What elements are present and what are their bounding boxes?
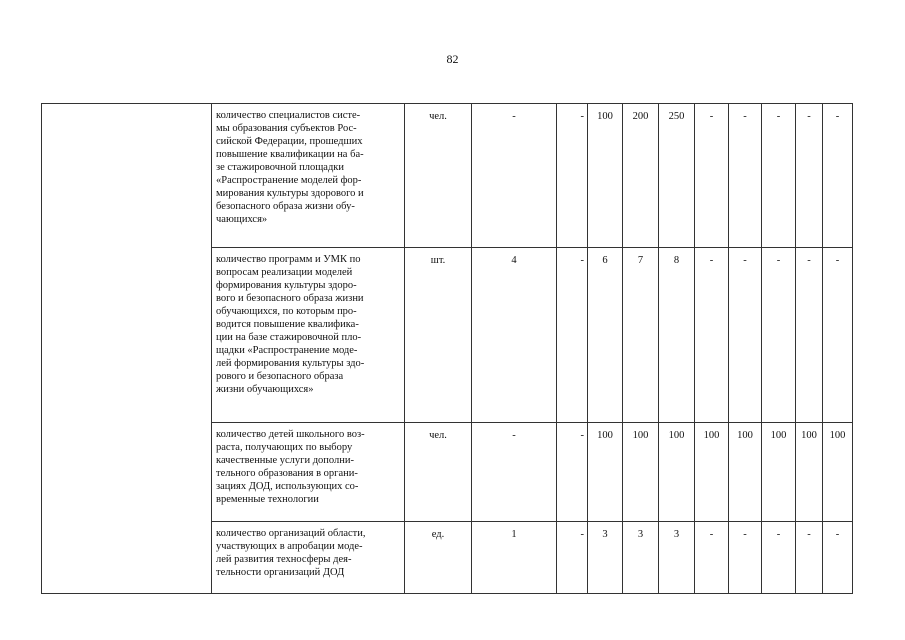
value-cell: 7 — [623, 248, 659, 423]
value-cell: 100 — [796, 423, 823, 522]
value-cell: - — [695, 104, 729, 248]
description-line: качественные услуги дополни- — [216, 455, 355, 466]
description-line: мы образования субъектов Рос- — [216, 123, 357, 134]
value-cell: - — [796, 248, 823, 423]
unit-cell: ед. — [405, 522, 472, 594]
description-line: количество детей школьного воз- — [216, 429, 365, 440]
value-cell: 200 — [623, 104, 659, 248]
description-line: зе стажировочной площадки — [216, 162, 345, 173]
value-cell: - — [762, 104, 796, 248]
value-cell: - — [557, 423, 588, 522]
value-cell: - — [796, 522, 823, 594]
value-cell: 8 — [659, 248, 695, 423]
value-cell: - — [796, 104, 823, 248]
table-row — [42, 104, 853, 248]
description-line: вопросам реализации моделей — [216, 267, 353, 278]
unit-cell: шт. — [405, 248, 472, 423]
value-cell: - — [823, 522, 853, 594]
description-line: щадки «Распространение моде- — [216, 345, 358, 356]
indicator-description — [212, 248, 405, 423]
value-cell: - — [823, 248, 853, 423]
value-cell: - — [695, 522, 729, 594]
description-line: формирования культуры здоро- — [216, 280, 357, 291]
value-cell: - — [823, 104, 853, 248]
value-cell: 100 — [659, 423, 695, 522]
value-cell: 100 — [588, 104, 623, 248]
description-line: временные технологии — [216, 494, 319, 505]
value-cell: 4 — [472, 248, 557, 423]
description-line: водится повышение квалифика- — [216, 319, 359, 330]
value-cell: 100 — [623, 423, 659, 522]
description-line: «Распространение моделей фор- — [216, 175, 362, 186]
description-line: количество программ и УМК по — [216, 254, 361, 265]
description-line: жизни обучающихся» — [216, 384, 314, 395]
page-number: 82 — [446, 52, 459, 66]
indicator-table — [41, 103, 853, 594]
value-cell: 100 — [588, 423, 623, 522]
value-cell: - — [695, 248, 729, 423]
description-line: безопасного образа жизни обу- — [216, 201, 355, 212]
value-cell: - — [557, 104, 588, 248]
unit-cell: чел. — [405, 423, 472, 522]
description-line: сийской Федерации, прошедших — [216, 136, 363, 147]
value-cell: 100 — [729, 423, 762, 522]
merged-section-cell — [42, 104, 212, 594]
value-cell: - — [472, 423, 557, 522]
value-cell: - — [557, 522, 588, 594]
description-line: количество специалистов систе- — [216, 110, 361, 121]
description-line: рового и безопасного образа — [216, 371, 344, 382]
value-cell: - — [557, 248, 588, 423]
indicator-description — [212, 423, 405, 522]
description-line: вого и безопасного образа жизни — [216, 293, 364, 304]
indicator-description — [212, 522, 405, 594]
description-line: участвующих в апробации моде- — [216, 541, 363, 552]
description-line: чающихся» — [216, 214, 268, 225]
value-cell: - — [472, 104, 557, 248]
value-cell: - — [762, 248, 796, 423]
value-cell: - — [729, 522, 762, 594]
value-cell: 100 — [695, 423, 729, 522]
value-cell: 3 — [623, 522, 659, 594]
description-line: тельности организаций ДОД — [216, 567, 345, 578]
description-line: повышение квалификации на ба- — [216, 149, 364, 160]
value-cell: - — [729, 104, 762, 248]
value-cell: - — [729, 248, 762, 423]
description-line: обучающихся, по которым про- — [216, 306, 357, 317]
description-line: зациях ДОД, использующих со- — [216, 481, 359, 492]
description-line: раста, получающих по выбору — [216, 442, 353, 453]
value-cell: 250 — [659, 104, 695, 248]
description-line: ции на базе стажировочной пло- — [216, 332, 362, 343]
description-line: лей формирования культуры здо- — [216, 358, 365, 369]
description-line: количество организаций области, — [216, 528, 366, 539]
value-cell: 100 — [823, 423, 853, 522]
value-cell: 3 — [659, 522, 695, 594]
indicator-description — [212, 104, 405, 248]
value-cell: 6 — [588, 248, 623, 423]
value-cell: 3 — [588, 522, 623, 594]
unit-cell: чел. — [405, 104, 472, 248]
value-cell: 100 — [762, 423, 796, 522]
value-cell: 1 — [472, 522, 557, 594]
description-line: лей развития техносферы дея- — [216, 554, 352, 565]
description-line: мирования культуры здорового и — [216, 188, 364, 199]
description-line: тельного образования в органи- — [216, 468, 358, 479]
value-cell: - — [762, 522, 796, 594]
